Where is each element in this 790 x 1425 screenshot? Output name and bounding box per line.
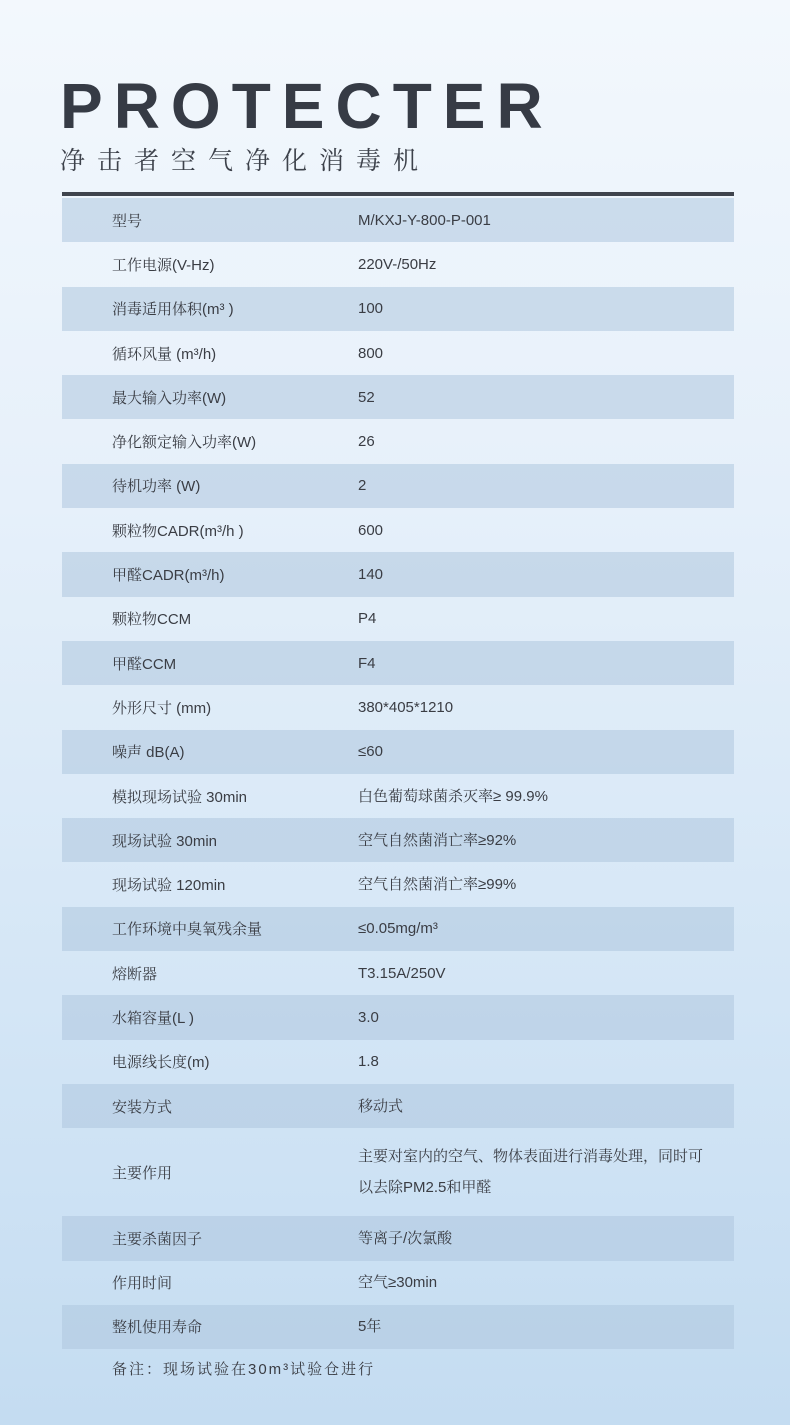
spec-value: 100	[358, 300, 384, 318]
spec-value: 600	[358, 521, 384, 539]
spec-value: 2	[358, 477, 367, 495]
spec-table	[62, 198, 734, 1349]
spec-row	[62, 1305, 734, 1349]
spec-label: 最大输入功率(W)	[112, 389, 227, 407]
spec-value: F4	[358, 654, 376, 672]
spec-row	[62, 641, 734, 685]
spec-value: 380*405*1210	[358, 698, 454, 716]
spec-value: 800	[358, 344, 384, 362]
spec-label: 外形尺寸 (mm)	[112, 699, 212, 717]
spec-row	[62, 242, 734, 286]
spec-label: 现场试验 30min	[112, 832, 218, 850]
product-name: 净击者空气净化消毒机	[60, 146, 431, 175]
spec-label: 整机使用寿命	[112, 1319, 203, 1337]
spec-label: 颗粒物CADR(m³/h )	[112, 522, 244, 540]
spec-label: 主要杀菌因子	[112, 1230, 203, 1248]
spec-row	[62, 1040, 734, 1084]
spec-value: 5年	[358, 1318, 382, 1336]
spec-row	[62, 287, 734, 331]
spec-value: 1.8	[358, 1053, 379, 1071]
spec-row	[62, 464, 734, 508]
spec-value: 空气自然菌消亡率≥99%	[358, 876, 517, 894]
spec-row	[62, 419, 734, 463]
spec-value: 220V-/50Hz	[358, 255, 437, 273]
spec-label: 噪声 dB(A)	[112, 744, 185, 762]
spec-label: 熔断器	[112, 965, 158, 983]
spec-label: 作用时间	[112, 1275, 173, 1293]
spec-row	[62, 597, 734, 641]
spec-row	[62, 818, 734, 862]
spec-row	[62, 552, 734, 596]
spec-label: 型号	[112, 212, 143, 230]
spec-label: 甲醛CCM	[112, 655, 177, 673]
spec-row	[62, 1084, 734, 1128]
spec-row	[62, 730, 734, 774]
spec-value: 主要对室内的空气、物体表面进行消毒处理，同时可以去除PM2.5和甲醛	[358, 1148, 704, 1197]
spec-label: 甲醛CADR(m³/h)	[112, 567, 225, 585]
spec-row	[62, 862, 734, 906]
spec-value: 3.0	[358, 1008, 379, 1026]
brand-header	[60, 70, 740, 176]
spec-label: 电源线长度(m)	[112, 1054, 210, 1072]
spec-value: 140	[358, 566, 384, 584]
spec-row	[62, 951, 734, 995]
spec-label: 工作环境中臭氧残余量	[112, 921, 263, 939]
spec-label: 模拟现场试验 30min	[112, 788, 248, 806]
spec-label: 待机功率 (W)	[112, 478, 201, 496]
spec-value: T3.15A/250V	[358, 964, 446, 982]
spec-value: 白色葡萄球菌杀灭率≥ 99.9%	[358, 787, 548, 805]
spec-value: 52	[358, 388, 375, 406]
spec-label: 水箱容量(L )	[112, 1009, 194, 1027]
header-divider	[62, 192, 734, 196]
spec-value: P4	[358, 610, 377, 628]
spec-row	[62, 331, 734, 375]
spec-label: 净化额定输入功率(W)	[112, 434, 257, 452]
spec-label: 现场试验 120min	[112, 877, 226, 895]
spec-value: 空气自然菌消亡率≥92%	[358, 831, 517, 849]
spec-row	[62, 1128, 734, 1216]
spec-value: 空气≥30min	[358, 1274, 438, 1292]
spec-label: 消毒适用体积(m³ )	[112, 301, 234, 319]
spec-value: M/KXJ-Y-800-P-001	[358, 211, 491, 229]
spec-row	[62, 1261, 734, 1305]
spec-row	[62, 685, 734, 729]
spec-row	[62, 1216, 734, 1260]
spec-label: 循环风量 (m³/h)	[112, 345, 217, 363]
spec-label: 颗粒物CCM	[112, 611, 192, 629]
spec-row	[62, 375, 734, 419]
brand-title: PROTECTER	[60, 70, 554, 142]
spec-value: 26	[358, 433, 375, 451]
spec-label: 安装方式	[112, 1098, 173, 1116]
spec-row	[62, 198, 734, 242]
spec-row	[62, 774, 734, 818]
spec-row	[62, 508, 734, 552]
spec-value: ≤60	[358, 743, 383, 761]
footnote: 备注：现场试验在30m³试验仓进行	[112, 1361, 376, 1378]
spec-value: 移动式	[358, 1097, 404, 1115]
spec-value: ≤0.05mg/m³	[358, 920, 438, 938]
spec-row	[62, 907, 734, 951]
spec-label: 主要作用	[112, 1164, 173, 1182]
spec-value: 等离子/次氯酸	[358, 1229, 453, 1247]
spec-label: 工作电源(V-Hz)	[112, 256, 215, 274]
spec-row	[62, 995, 734, 1039]
